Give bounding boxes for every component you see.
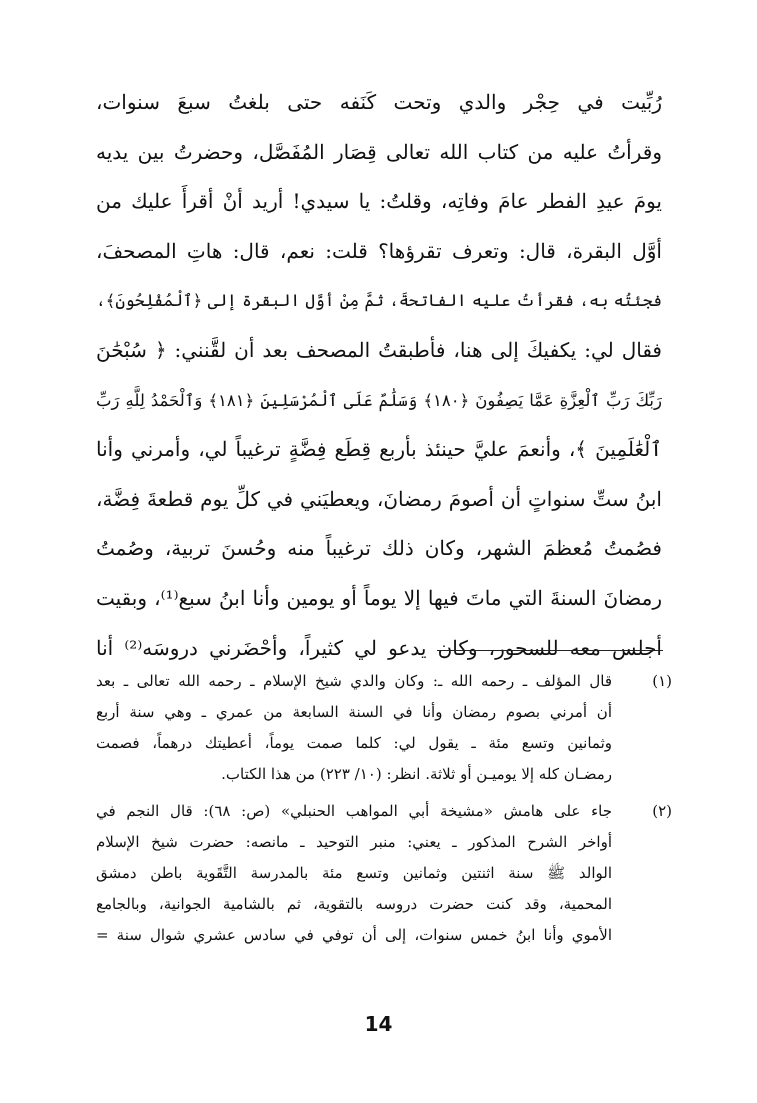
main-text-line: ٱلْعَٰلَمِينَ ﴾، وأنعمَ عليَّ حينئذ بأربع قِطَع فِضَّةٍ ترغيباً لي، وأمرني وأنا: [96, 437, 662, 462]
page-number: 14: [364, 1012, 393, 1036]
main-text-line: فجئتُه به، فقرأتُ عليه الفاتحةَ، ثمَّ مِنْ أوَّل البقرة إلى ﴿ٱلْمُفْلِحُونَ﴾،: [96, 291, 662, 311]
footnote-1: [96, 666, 672, 790]
footnote-body: [96, 666, 612, 790]
main-text-block: [96, 78, 662, 673]
footnote-marker: (١): [652, 672, 672, 690]
footnote-separator: [437, 650, 663, 651]
footnote-line: أن أمرني بصوم رمضان وأنا في السنة السابعة من عمري ـ وهي سنة أربع: [96, 703, 612, 721]
main-text-line: وقرأتُ عليه من كتاب الله تعالى قِصَار المُفَصَّل، وحضرتُ بين يديه: [96, 139, 662, 164]
footnotes-block: [96, 666, 672, 957]
footnote-marker: (٢): [652, 802, 672, 820]
footnote-line: رمضـان كله إلا يوميـن أو ثلاثة. انظر: (١٠/ ٢٢٣) من هذا الكتاب.: [221, 765, 612, 783]
footnote-line: جاء على هامش «مشيخة أبي المواهب الحنبلي» (ص: ٦٨): قال النجم في: [96, 802, 612, 820]
footnote-line: أواخر الشرح المذكور ـ يعني: منبر التوحيد ـ مانصه: حضرت شيخ الإسلام: [96, 833, 612, 851]
main-text-line: أجلس معه للسحور، وكان يدعو لي كثيراً، وأحْضَرني دروسَه⁽²⁾ أنا: [96, 635, 662, 660]
main-text-line: فقال لي: يكفيكَ إلى هنا، فأطبقتُ المصحف بعد أن لقَّنني: ﴿ سُبْحَٰنَ: [96, 337, 662, 362]
main-text-line: فصُمتُ مُعظمَ الشهر، وكان ذلك ترغيباً منه وحُسنَ تربية، وصُمتُ: [96, 536, 662, 561]
main-text-line: رمضانَ السنةَ التي ماتَ فيها إلا يوماً أو يومين وأنا ابنُ سبع⁽¹⁾، وبقيت: [96, 585, 662, 610]
main-text-line: يومَ عيدِ الفطر عامَ وفاتِه، وقلتُ: يا سيدي! أريد أنْ أقرأَ عليك من: [96, 189, 662, 214]
main-text-line: رَبِّكَ رَبِّ ٱلْعِزَّةِ عَمَّا يَصِفُونَ ﴿١٨٠﴾ وَسَلَٰمٌ عَلَى ٱلْمُرْسَلِينَ ﴿١٨١﴾ وَٱلْحَمْدُ لِلَّهِ رَبِّ: [96, 390, 662, 410]
footnote-line: الأموي وأنا ابنُ خمس سنوات، إلى أن توفي في سادس عشري شوال سنة =: [96, 926, 612, 944]
footnote-line: وثمانين وتسع مئة ـ يقول لي: كلما صمت يوماً، أعطيتك درهماً، فصمت: [96, 734, 612, 752]
main-text-line: أوَّل البقرة، قال: وتعرف تقرؤها؟ قلت: نعم، قال: هاتِ المصحفَ،: [96, 238, 662, 263]
main-text-line: رُبِّيت في حِجْر والدي وتحت كَنَفه حتى بلغتُ سبعَ سنوات،: [96, 90, 662, 114]
footnote-line: قال المؤلف ـ رحمه الله ـ: وكان والدي شيخ الإسلام ـ رحمه الله تعالى ـ بعد: [96, 672, 612, 690]
footnote-line: المحمية، وقد كنت حضرت دروسه بالتقوية، ثم بالشامية الجوانية، وبالجامع: [96, 895, 612, 913]
main-text-line: ابنُ ستِّ سنواتٍ أن أصومَ رمضانَ، ويعطيَني في كلِّ يوم قطعةَ فِضَّة،: [96, 486, 662, 511]
footnote-line: الوالد ﷺ سنة اثنتين وثمانين وتسع مئة بالمدرسة التَّقَوية باطن دمشق: [96, 864, 612, 882]
footnote-body: [96, 796, 612, 951]
footnote-2: [96, 796, 672, 951]
